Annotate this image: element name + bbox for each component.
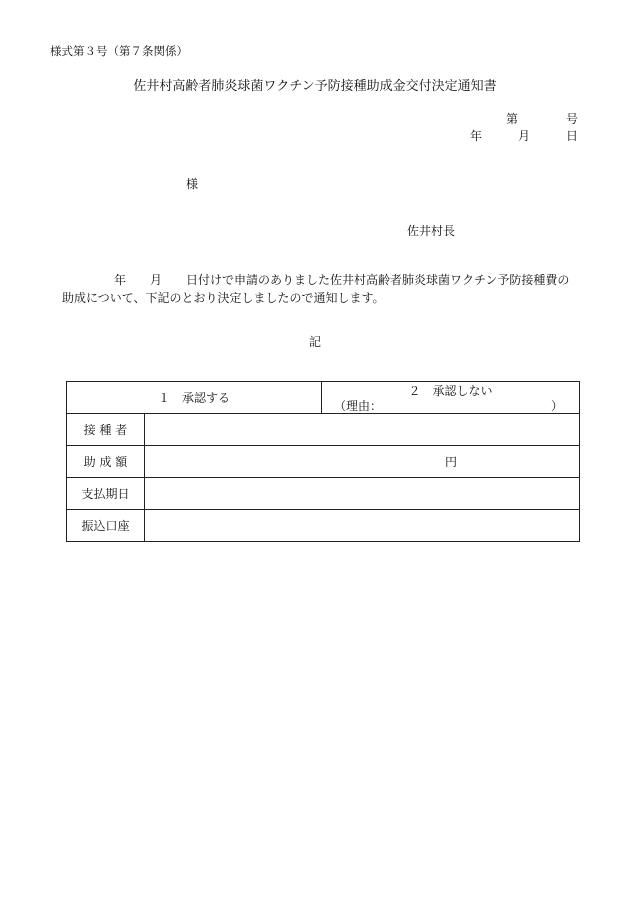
vaccinee-value bbox=[145, 414, 580, 446]
decision-table bbox=[66, 381, 580, 542]
option-reject-label: ２ 承認しない bbox=[408, 384, 493, 398]
reason-close: ） bbox=[551, 399, 564, 413]
yen-unit: 円 bbox=[445, 455, 458, 469]
bank-account-label: 振込口座 bbox=[67, 510, 145, 542]
notice-body-line-2: 助成について、下記のとおり決定しましたので通知します。 bbox=[62, 291, 385, 305]
body-line1-rest: 日付けで申請のありました佐井村高齢者肺炎球菌ワクチン予防接種費の bbox=[186, 273, 570, 287]
subsidy-amount-value bbox=[145, 446, 580, 478]
decision-options-row bbox=[67, 382, 580, 414]
body-month: 月 bbox=[150, 273, 163, 287]
notice-body bbox=[62, 271, 587, 307]
body-year: 年 bbox=[114, 273, 127, 287]
vaccinee-label: 接 種 者 bbox=[67, 414, 145, 446]
addressee-suffix: 様 bbox=[186, 177, 199, 191]
payment-date-label: 支払期日 bbox=[67, 478, 145, 510]
table-row bbox=[67, 414, 580, 446]
notice-body-line-1 bbox=[62, 271, 587, 289]
table-row bbox=[67, 478, 580, 510]
document-title: 佐井村高齢者肺炎球菌ワクチン予防接種助成金交付決定通知書 bbox=[133, 79, 497, 94]
ki-heading: 記 bbox=[308, 335, 321, 349]
option-approve: １ 承認する bbox=[67, 382, 322, 414]
issue-date-month: 月 bbox=[517, 129, 530, 143]
document-number-go: 号 bbox=[565, 112, 578, 126]
table-row bbox=[67, 446, 580, 478]
issue-date-line bbox=[470, 130, 578, 142]
sender-name: 佐井村長 bbox=[407, 224, 456, 238]
option-reject bbox=[322, 382, 580, 414]
form-number: 様式第３号（第７条関係） bbox=[50, 44, 188, 58]
document-number-line bbox=[506, 113, 578, 125]
bank-account-value bbox=[145, 510, 580, 542]
document-number-dai: 第 bbox=[505, 112, 518, 126]
table-row bbox=[67, 510, 580, 542]
reason-open: （理由： bbox=[334, 399, 383, 413]
issue-date-year: 年 bbox=[469, 129, 482, 143]
payment-date-value bbox=[145, 478, 580, 510]
subsidy-amount-label: 助 成 額 bbox=[67, 446, 145, 478]
issue-date-day: 日 bbox=[565, 129, 578, 143]
